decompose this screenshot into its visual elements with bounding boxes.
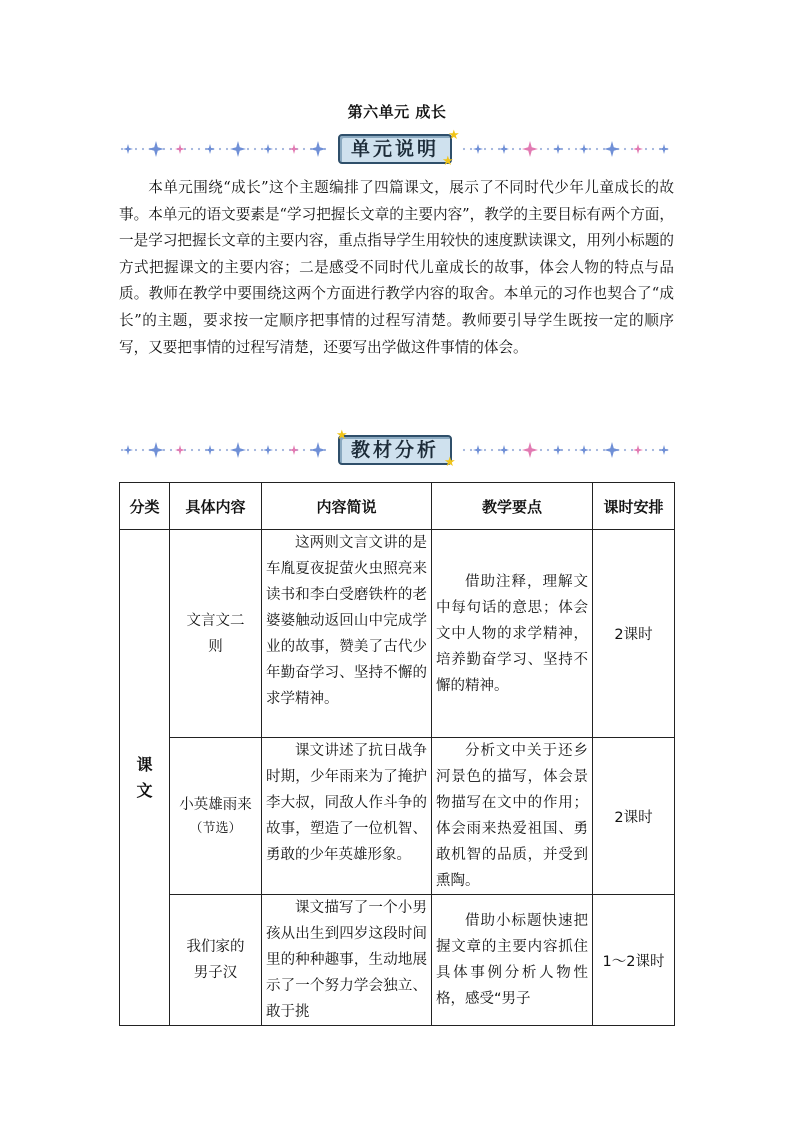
- dot-icon: [121, 449, 123, 451]
- dot-icon: [219, 449, 221, 451]
- sparkle-icon: [604, 442, 620, 458]
- dot-icon: [275, 449, 277, 451]
- sparkle-icon: [522, 141, 538, 157]
- content-cell: [170, 738, 262, 895]
- table-row: [120, 530, 675, 738]
- content-name: 文言文二则: [186, 612, 245, 655]
- dot-icon: [568, 148, 570, 150]
- dot-icon: [282, 148, 284, 150]
- hours-cell: 2课时: [593, 530, 675, 738]
- dot-icon: [624, 148, 626, 150]
- sparkle-icon: [205, 144, 215, 154]
- sparkle-icon: [604, 141, 620, 157]
- dot-icon: [547, 148, 549, 150]
- dot-icon: [170, 148, 172, 150]
- sparkle-icon: [473, 445, 483, 455]
- dot-icon: [142, 449, 144, 451]
- dot-icon: [170, 449, 172, 451]
- header-hours: 课时安排: [593, 483, 675, 530]
- dot-icon: [652, 449, 654, 451]
- sparkle-icon: [175, 144, 185, 154]
- sparkle-icon: [579, 144, 589, 154]
- star-icon: ★: [336, 428, 348, 443]
- dot-icon: [121, 148, 123, 150]
- dot-icon: [303, 148, 305, 150]
- content-cell: [170, 530, 262, 738]
- dot-icon: [519, 449, 521, 451]
- dot-icon: [191, 148, 193, 150]
- dot-icon: [463, 449, 465, 451]
- sparkle-icon: [205, 445, 215, 455]
- sparkle-icon: [499, 445, 509, 455]
- dot-icon: [219, 148, 221, 150]
- points-text: 分析文中关于还乡河景色的描写，体会景物描写在文中的作用；体会雨来热爱祖国、勇敢机智的品质，并受到熏陶。: [436, 743, 588, 889]
- unit-explanation-label: 单元说明: [338, 134, 452, 164]
- points-cell: [432, 738, 593, 895]
- summary-cell: [262, 738, 432, 895]
- sparkle-icon: [123, 445, 133, 455]
- dot-icon: [512, 449, 514, 451]
- dot-icon: [261, 148, 263, 150]
- content-name: 我们家的男子汉: [186, 939, 245, 981]
- points-text: 借助注释，理解文中每句话的意思；体会文中人物的求学精神，培养勤奋学习、坚持不懈的精神。: [436, 573, 588, 694]
- summary-cell: [262, 895, 432, 1026]
- sparkle-icon: [633, 144, 643, 154]
- sparkle-icon: [553, 144, 563, 154]
- dot-icon: [540, 449, 542, 451]
- sparkle-icon: [473, 144, 483, 154]
- header-content: 具体内容: [170, 483, 262, 530]
- sparkle-icon: [175, 445, 185, 455]
- dot-icon: [624, 449, 626, 451]
- dot-icon: [470, 148, 472, 150]
- points-cell: [432, 895, 593, 1026]
- dot-icon: [142, 148, 144, 150]
- dot-icon: [491, 148, 493, 150]
- sparkle-icon: [579, 445, 589, 455]
- dot-icon: [547, 449, 549, 451]
- category-cell: [120, 530, 170, 1026]
- dot-icon: [575, 449, 577, 451]
- dot-icon: [247, 148, 249, 150]
- sparkle-icon: [659, 144, 669, 154]
- star-icon: ★: [448, 128, 460, 143]
- dot-icon: [135, 449, 137, 451]
- header-points: 教学要点: [432, 483, 593, 530]
- dot-icon: [191, 449, 193, 451]
- dot-icon: [645, 148, 647, 150]
- sparkle-icon: [310, 442, 326, 458]
- dot-icon: [519, 148, 521, 150]
- dot-icon: [254, 449, 256, 451]
- sparkle-icon: [659, 445, 669, 455]
- dot-icon: [652, 148, 654, 150]
- dot-icon: [247, 449, 249, 451]
- summary-text: 课文描写了一个小男孩从出生到四岁这段时间里的种种趣事，生动地展示了一个努力学会独立、敢于挑: [266, 900, 427, 1020]
- star-icon: ★: [442, 154, 454, 169]
- dot-icon: [512, 148, 514, 150]
- dot-icon: [596, 148, 598, 150]
- sparkle-icon: [230, 141, 246, 157]
- dot-icon: [135, 148, 137, 150]
- content-cell: [170, 895, 262, 1026]
- dot-icon: [282, 449, 284, 451]
- sparkle-icon: [289, 445, 299, 455]
- content-subtitle: （节选）: [189, 821, 242, 836]
- sparkle-icon: [522, 442, 538, 458]
- unit-explanation-banner: [118, 128, 674, 169]
- sparkle-icon: [263, 445, 273, 455]
- dot-icon: [261, 449, 263, 451]
- dot-icon: [631, 449, 633, 451]
- dot-icon: [589, 449, 591, 451]
- hours-cell: 2课时: [593, 738, 675, 895]
- content-name: 小英雄雨来: [179, 797, 252, 813]
- table-row: [120, 895, 675, 1026]
- sparkle-icon: [633, 445, 643, 455]
- table-row: [120, 738, 675, 895]
- dot-icon: [198, 148, 200, 150]
- category-label: 课文: [136, 754, 153, 800]
- material-analysis-banner: [118, 428, 674, 470]
- sparkle-icon: [148, 442, 164, 458]
- dot-icon: [198, 449, 200, 451]
- unit-title: 第六单元 成长: [347, 103, 447, 121]
- sparkle-icon: [263, 144, 273, 154]
- sparkle-icon: [499, 144, 509, 154]
- intro-paragraph: 本单元围绕“成长”这个主题编排了四篇课文，展示了不同时代少年儿童成长的故事。本单元的语文要素是“学习把握长文章的主要内容”，教学的主要目标有两个方面，一是学习把握长文章的主要内容，重点指导学生用较快的速度默读课文，用列小标题的方式把握课文的主要内容；二是感受不同时代儿童成长的故事，体会人物的特点与品质。教师在教学中要围绕这两个方面进行教学内容的取舍。本单元的习作也契合了“成长”的主题，要求按一定顺序把事情的过程写清楚。教师要引导学生既按一定的顺序写，又要把事情的过程写清楚，还要写出学做这件事情的体会。: [119, 179, 674, 356]
- dot-icon: [645, 449, 647, 451]
- dot-icon: [484, 148, 486, 150]
- dot-icon: [575, 148, 577, 150]
- dot-icon: [568, 449, 570, 451]
- header-category: 分类: [120, 483, 170, 530]
- dot-icon: [484, 449, 486, 451]
- dot-icon: [631, 148, 633, 150]
- summary-text: 课文讲述了抗日战争时期，少年雨来为了掩护李大叔，同敌人作斗争的故事，塑造了一位机智、勇敢的少年英雄形象。: [266, 743, 427, 863]
- dot-icon: [254, 148, 256, 150]
- sparkle-icon: [230, 442, 246, 458]
- sparkle-icon: [123, 144, 133, 154]
- points-text: 借助小标题快速把握文章的主要内容抓住具体事例分析人物性格，感受“男子: [436, 913, 588, 1007]
- dot-icon: [491, 449, 493, 451]
- header-summary: 内容简说: [262, 483, 432, 530]
- sparkle-icon: [148, 141, 164, 157]
- dot-icon: [275, 148, 277, 150]
- dot-icon: [589, 148, 591, 150]
- summary-cell: [262, 530, 432, 738]
- dot-icon: [226, 148, 228, 150]
- summary-text: 这两则文言文讲的是车胤夏夜捉萤火虫照亮来读书和李白受磨铁杵的老婆婆触动返回山中完成学业的故事，赞美了古代少年勤奋学习、坚持不懈的求学精神。: [266, 535, 427, 707]
- hours-cell: 1～2课时: [593, 895, 675, 1026]
- material-analysis-table: [119, 482, 675, 1026]
- sparkle-icon: [289, 144, 299, 154]
- dot-icon: [596, 449, 598, 451]
- dot-icon: [463, 148, 465, 150]
- sparkle-icon: [553, 445, 563, 455]
- dot-icon: [540, 148, 542, 150]
- dot-icon: [226, 449, 228, 451]
- table-header-row: [120, 483, 675, 530]
- star-icon: ★: [444, 455, 456, 470]
- points-cell: [432, 530, 593, 738]
- dot-icon: [303, 449, 305, 451]
- material-analysis-label: 教材分析: [338, 435, 452, 465]
- dot-icon: [470, 449, 472, 451]
- sparkle-icon: [310, 141, 326, 157]
